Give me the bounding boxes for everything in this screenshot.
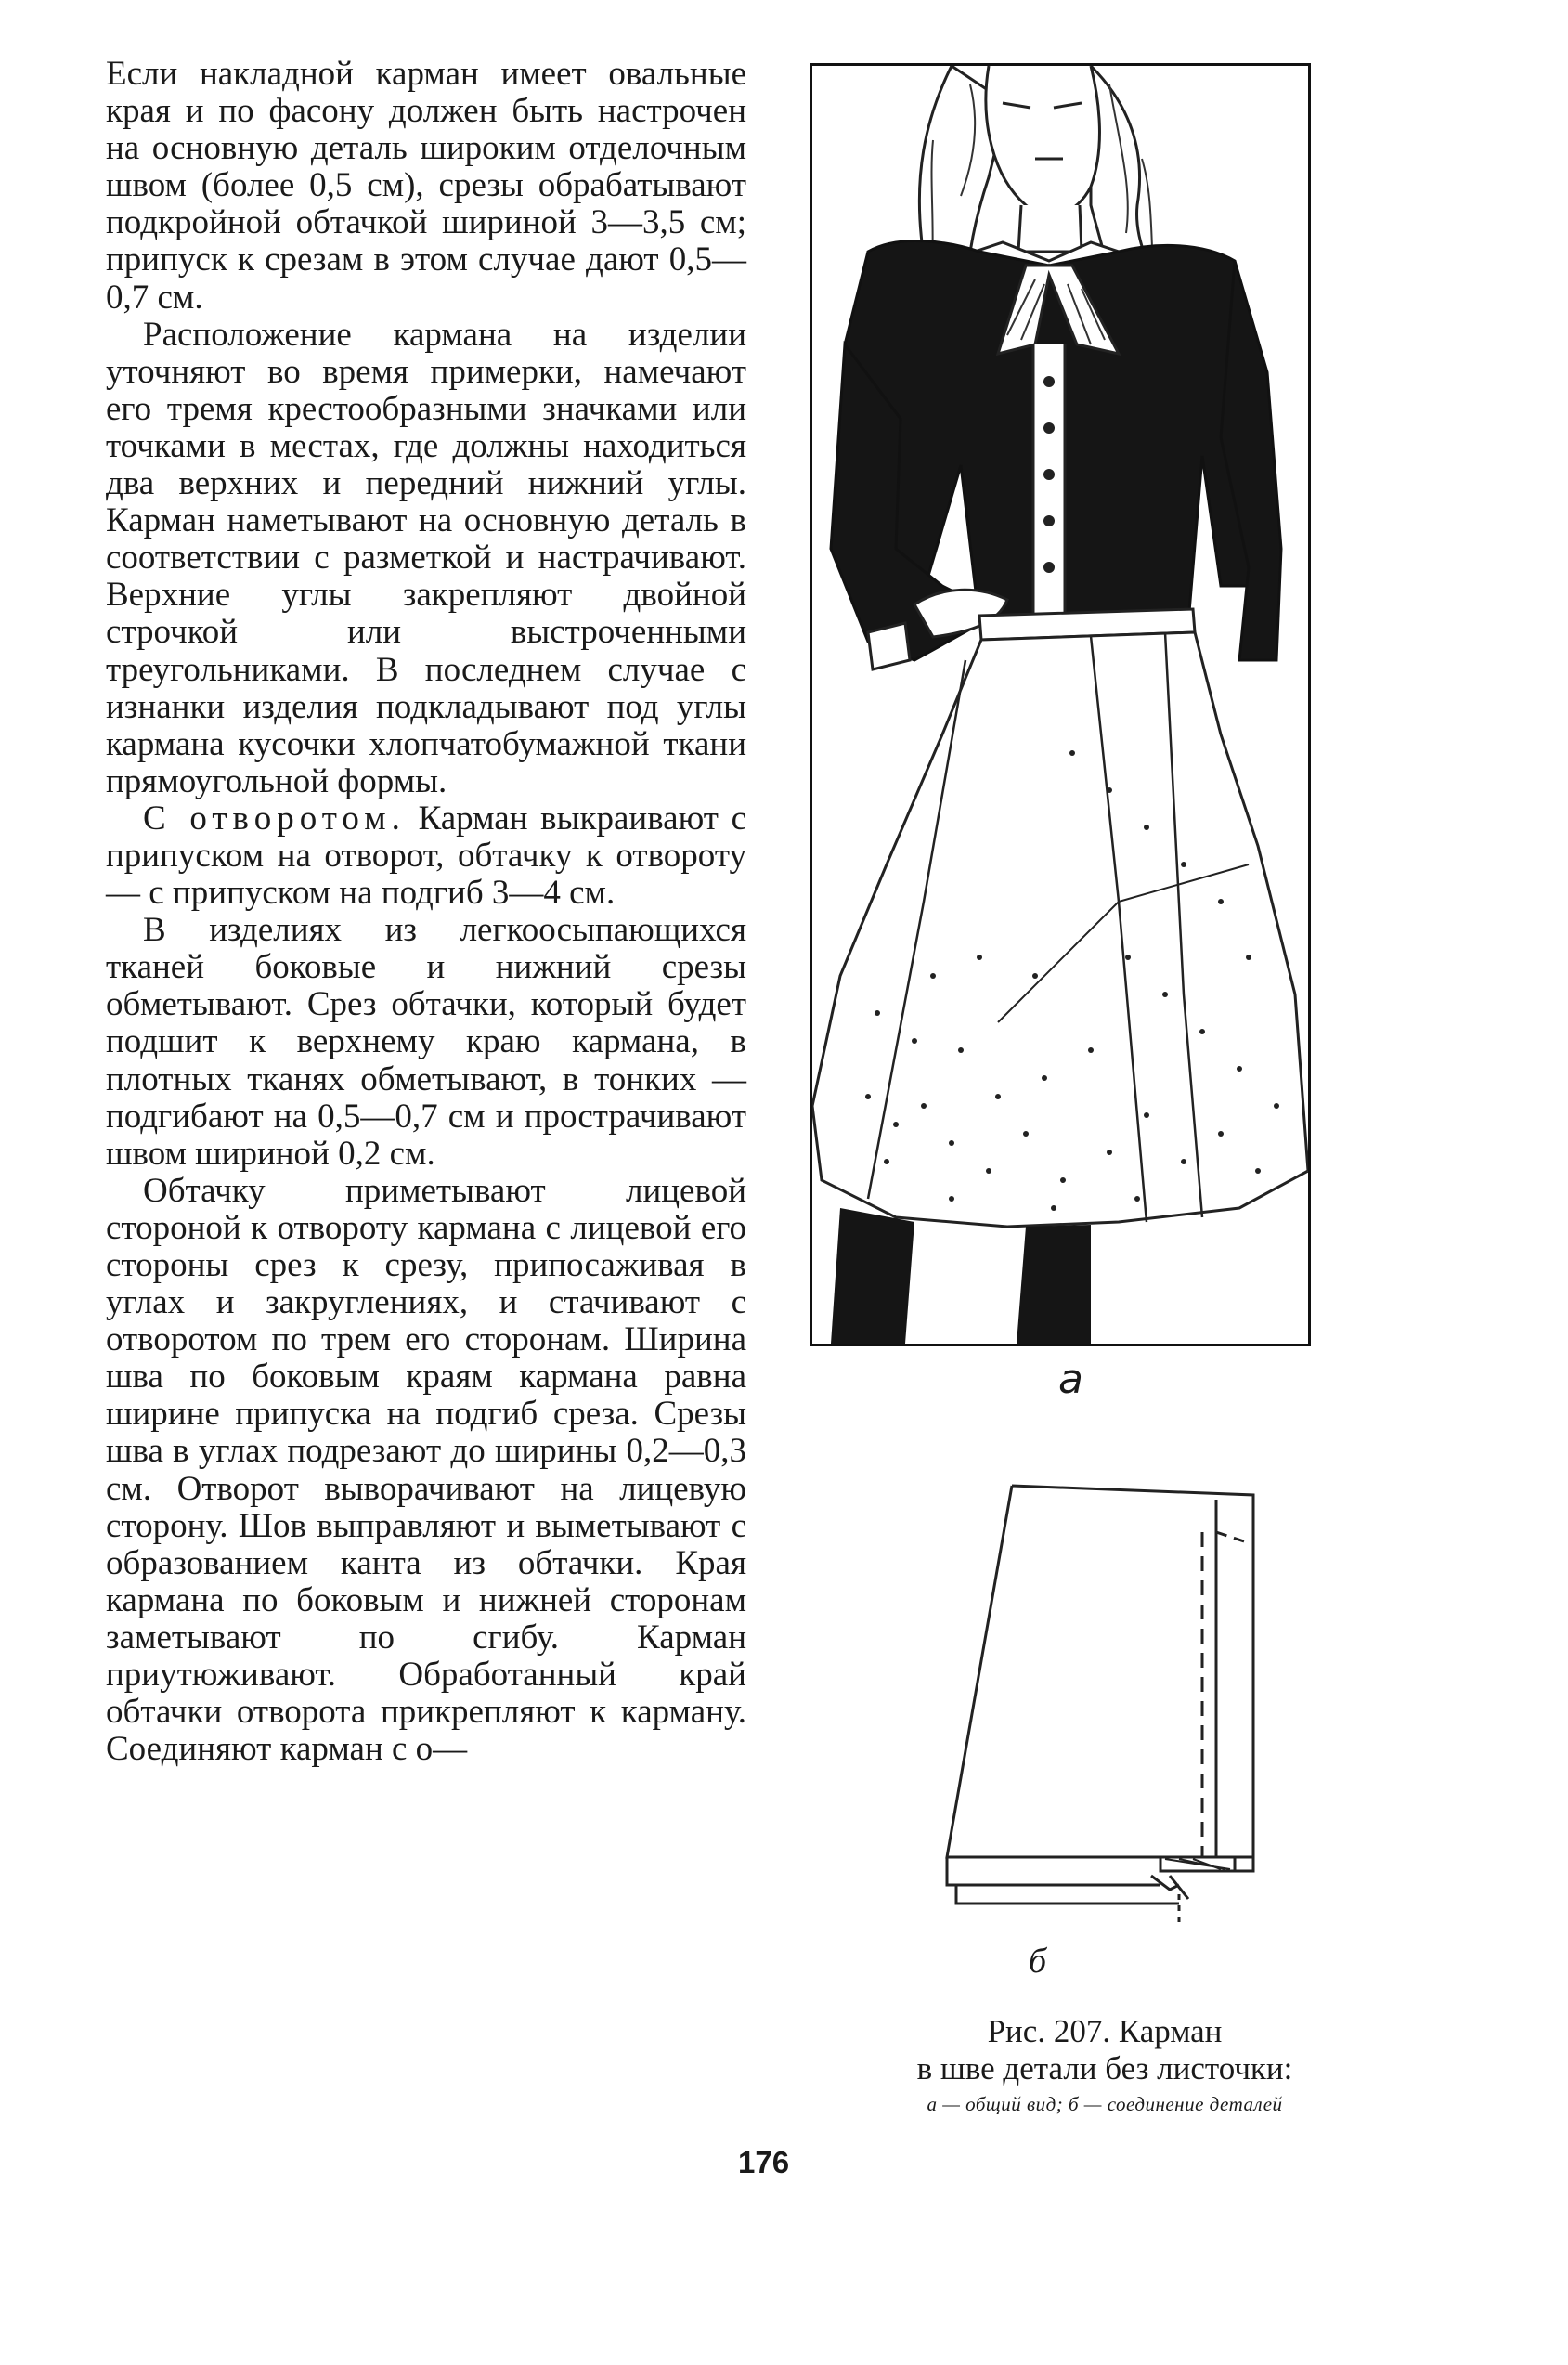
- paragraph: Если накладной карман имеет овальные края и по фасону должен быть настрочен на основную деталь широким отделочным швом (более 0,5 см), срезы обрабатывают подкройной обтачкой шириной 3—3,5 см; припуск к срезам в этом случае дают 0,5—0,7 см.: [106, 55, 746, 317]
- section-heading: С отворотом.: [143, 799, 406, 838]
- figure-label-b: б: [1029, 1942, 1047, 1981]
- paragraph: Расположение кармана на изделии уточняют во время примерки, намечают его тремя крестообразными значками или точками в местах, где должны находиться два верхних и передний нижний углы. Карман наметывают на основную деталь в соответствии с разметкой и настрачивают. Верхние углы закрепляют двойной строчкой или выстроченными треугольниками. В последнем случае с изнанки изделия подкладывают под углы кармана кусочки хлопчатобумажной ткани прямоугольной формы.: [106, 315, 746, 800]
- figure-label-a: а: [1058, 1356, 1083, 1403]
- paragraph: Обтачку приметывают лицевой стороной к отвороту кармана с лицевой его стороны срез к срезу, припосаживая в углах и закруглениях, и стачивают с отворотом по трем его сторонам. Ширина шва по боковым краям кармана равна ширине припуска на подгиб среза. Срезы шва в углах подрезают до ширины 0,2—0,3 см. Отворот выворачивают на лицевую сторону. Шов выправляют и выметывают с образованием канта из обтачки. Края кармана по боковым и нижней сторонам заметывают по сгибу. Карман приутюживают. Обработанный край обтачки отворота прикрепляют к карману. Соединяют карман с о—: [106, 1171, 746, 1769]
- caption-title: Рис. 207. Карман: [987, 2013, 1223, 2049]
- paragraph-otvorot: [106, 800, 746, 912]
- figure-b-diagram: [928, 1476, 1318, 1945]
- main-text-column: [106, 56, 746, 1768]
- figure-caption: [836, 2013, 1374, 2121]
- section-text: Карман выкраивают с припуском на отворот, обтачку к отвороту — с припуском на подгиб 3—4 см.: [106, 799, 747, 913]
- paragraph: В изделиях из легкоосыпающихся тканей боковые и нижний срезы обметывают. Срез обтачки, который будет подшит к верхнему краю кармана, в плотных тканях обметывают, в тонких — подгибают на 0,5—0,7 см и прострачивают швом шириной 0,2 см.: [106, 911, 746, 1173]
- caption-subtitle: в шве детали без листочки:: [916, 2050, 1293, 2086]
- woman-skirt-drawing: [812, 66, 1308, 1344]
- figure-a-illustration: [810, 63, 1311, 1346]
- caption-legend: а — общий вид; б — соединение деталей: [927, 2093, 1283, 2115]
- page-number: 176: [738, 2145, 790, 2179]
- pocket-seam-diagram: [928, 1476, 1318, 1941]
